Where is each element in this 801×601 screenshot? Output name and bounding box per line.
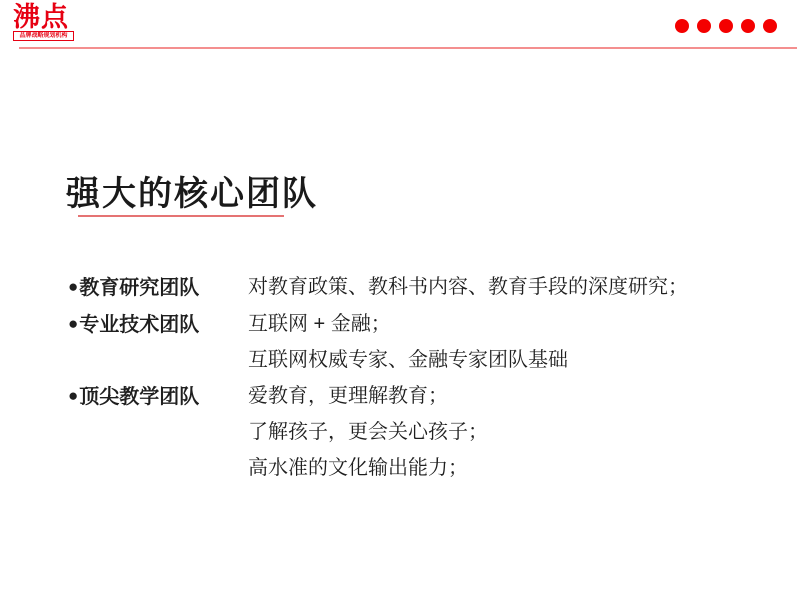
red-dot-icon <box>741 19 755 33</box>
page-title: 强大的核心团队 <box>66 175 318 213</box>
team-description-line: 互联网 + 金融； <box>248 313 391 335</box>
team-list <box>68 269 768 486</box>
team-description-line: 互联网权威专家、金融专家团队基础 <box>248 349 568 371</box>
title-underline <box>78 215 284 217</box>
team-label <box>68 306 248 343</box>
bullet-icon: ● <box>68 277 79 296</box>
team-label-text: 教育研究团队 <box>79 277 200 299</box>
red-dot-icon <box>763 19 777 33</box>
logo: 沸点 <box>13 2 69 32</box>
bullet-icon: ● <box>68 386 79 405</box>
red-dot-icon <box>697 19 711 33</box>
dots-row <box>675 19 777 33</box>
team-label <box>68 378 248 415</box>
team-description-line: 爱教育，更理解教育； <box>248 385 448 407</box>
red-dot-icon <box>719 19 733 33</box>
team-description-line: 对教育政策、教科书内容、教育手段的深度研究； <box>248 276 688 298</box>
list-item <box>68 306 768 378</box>
team-description <box>248 378 768 486</box>
list-item <box>68 269 768 306</box>
team-label-text: 专业技术团队 <box>79 314 200 336</box>
logo-tagline: 品牌战略规划机构 <box>13 31 74 41</box>
header-divider <box>19 47 797 49</box>
team-description <box>248 306 768 378</box>
team-description <box>248 269 768 305</box>
team-label-text: 顶尖教学团队 <box>79 386 200 408</box>
list-item <box>68 378 768 486</box>
team-label <box>68 269 248 306</box>
team-description-line: 了解孩子，更会关心孩子； <box>248 421 488 443</box>
red-dot-icon <box>675 19 689 33</box>
bullet-icon: ● <box>68 314 79 333</box>
team-description-line: 高水准的文化输出能力； <box>248 457 468 479</box>
